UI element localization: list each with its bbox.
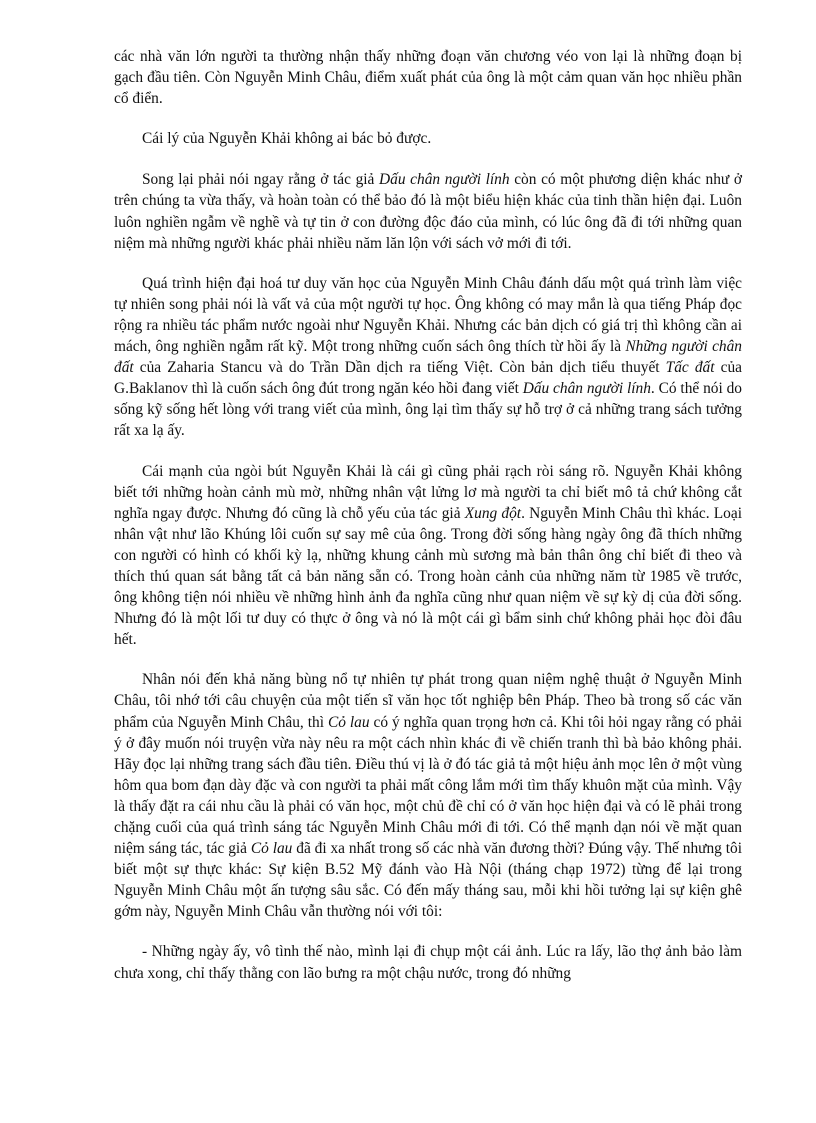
paragraph-4-text: Quá trình hiện đại hoá tư duy văn học của Nguyễn Minh Châu đánh dấu một quá trình làm việc tự nhiên song phải nói là vất vả của một người tự học. Ông không có may mắn là qua tiếng Pháp đọc rộng ra nhiều tác phẩm nước ngoài như Nguyễn Khải. Nhưng các bản dịch có giá trị thì không cần ai mách, ông nghiền ngẫm rất kỹ. Một trong những cuốn sách ông thích từ hồi ấy là — [114, 274, 742, 356]
paragraph-4 — [114, 273, 742, 442]
paragraph-6-text: đã đi xa nhất trong số các nhà văn đương thời? Đúng vậy. Thế nhưng tôi biết một sự thực khác: Sự kiện B.52 Mỹ đánh vào Hà Nội (tháng chạp 1972) từng để lại trong Nguyễn Minh Châu một ấn tượng sâu sắc. Có đến mấy tháng sau, mỗi khi hồi tưởng lại sự kiện ghê gớm này, Nguyễn Minh Châu vẫn thường nói với tôi: — [114, 840, 742, 921]
book-title-co-lau: Cỏ lau — [250, 840, 293, 858]
paragraph-5-text: Cái mạnh của ngòi bút Nguyễn Khải là cái gì cũng phải rạch ròi sáng rõ. Nguyễn Khải không biết tới những hoàn cảnh mù mờ, những nhân vật lửng lơ mà người ta chỉ biết mô tả chứ không cắt nghĩa ngay được. Nhưng đó cũng là chỗ yếu của tác giả — [114, 462, 742, 522]
paragraph-4-text: của Zaharia Stancu và do Trần Dần dịch ra tiếng Việt. Còn bản dịch tiểu thuyết — [133, 359, 666, 377]
paragraph-4-text: của G.Baklanov thì là cuốn sách ông đút trong ngăn kéo hồi đang viết — [114, 359, 742, 398]
paragraph-7 — [114, 941, 742, 983]
book-title-dau-chan-nguoi-linh: Dấu chân người lính — [379, 171, 510, 189]
paragraph-1-text: các nhà văn lớn người ta thường nhận thấy những đoạn văn chương véo von lại là những đoạn bị gạch đầu tiên. Còn Nguyễn Minh Châu, điểm xuất phát của ông là một cảm quan văn học nhiều phần cổ điển. — [114, 48, 742, 108]
paragraph-2-text: Cái lý của Nguyễn Khải không ai bác bỏ được. — [142, 130, 432, 148]
book-title-nhung-nguoi-chan-dat: Những người chân đất — [114, 338, 742, 377]
paragraph-5 — [114, 461, 742, 651]
book-title-tac-dat: Tấc đất — [665, 359, 715, 377]
paragraph-3 — [114, 169, 742, 253]
paragraph-6-text: Nhân nói đến khả năng bùng nổ tự nhiên tự phát trong quan niệm nghệ thuật ở Nguyễn Minh Châu, tôi nhớ tới câu chuyện của một tiến sĩ văn học tốt nghiệp bên Pháp. Theo bà trong số các văn phẩm của Nguyễn Minh Châu, thì — [114, 671, 742, 731]
book-title-co-lau: Cỏ lau — [327, 713, 370, 731]
paragraph-6 — [114, 669, 742, 922]
book-title-xung-dot: Xung đột — [464, 504, 522, 522]
paragraph-3-text: còn có một phương diện khác như ở trên chúng ta vừa thấy, và hoàn toàn có thể bảo đó là một biểu hiện khác của tinh thần hiện đại. Luôn luôn nghiền ngẫm về nghề và tự tin ở con đường độc đáo của mình, có lúc ông đã đi tới những quan niệm mà những người khác phải nhiều năm lăn lộn với sách vở mới đi tới. — [114, 171, 743, 252]
paragraph-2 — [114, 128, 742, 149]
paragraph-5-text: . Nguyễn Minh Châu thì khác. Loại nhân vật như lão Khúng lôi cuốn sự say mê của ông. Trong đời sống hàng ngày ông đã thích những con người có hình có khối kỳ lạ, những khung cảnh mù sương mà bản thân ông chỉ biết đi theo và thích thú quan sát bằng tất cả bản năng sẵn có. Trong hoàn cảnh của những năm từ 1985 về trước, ông không tiện nói nhiều về những hình ảnh đa nghĩa cũng như quan niệm về sự kỳ dị của đời sống. Nhưng đó là một lối tư duy có thực ở ông và nó là một cái gì bẩm sinh chứ không phải học đòi đâu hết. — [114, 504, 742, 649]
paragraph-6-text: có ý nghĩa quan trọng hơn cả. Khi tôi hỏi ngay rằng có phải ý ở đây muốn nói truyện vừa này nêu ra một cách nhìn khác đi về chiến tranh thì bà bảo không phải. Hãy đọc lại những trang sách đầu tiên. Điều thú vị là ở đó tác giả tả một hiệu ảnh mọc lên ở một vùng hôm qua bom đạn dày đặc và con người ta phải mất công lắm mới tìm thấy khuôn mặt của mình. Vậy là thấy đặt ra cái nhu cầu là phải có văn học, một chủ đề chỉ có ở văn học hiện đại và có lẽ phải trong chặng cuối của quá trình sáng tác Nguyễn Minh Châu mới đi tới. Có thể mạnh dạn nói về mặt quan niệm sáng tác, tác giả — [114, 713, 743, 858]
paragraph-3-text: Song lại phải nói ngay rằng ở tác giả — [142, 171, 380, 189]
book-title-dau-chan-nguoi-linh: Dấu chân người lính — [522, 380, 651, 398]
document-page — [114, 46, 742, 1003]
paragraph-4-text: . Có thể nói do sống kỹ sống hết lòng với trang viết của mình, ông lại tìm thấy sự hỗ trợ ở cả những trang sách tưởng rất xa lạ ấy. — [114, 380, 742, 440]
paragraph-7-text: - Những ngày ấy, vô tình thế nào, mình lại đi chụp một cái ảnh. Lúc ra lấy, lão thợ ảnh bảo làm chưa xong, chỉ thấy thằng con lão bưng ra một chậu nước, trong đó những — [114, 943, 742, 982]
paragraph-1 — [114, 46, 742, 109]
